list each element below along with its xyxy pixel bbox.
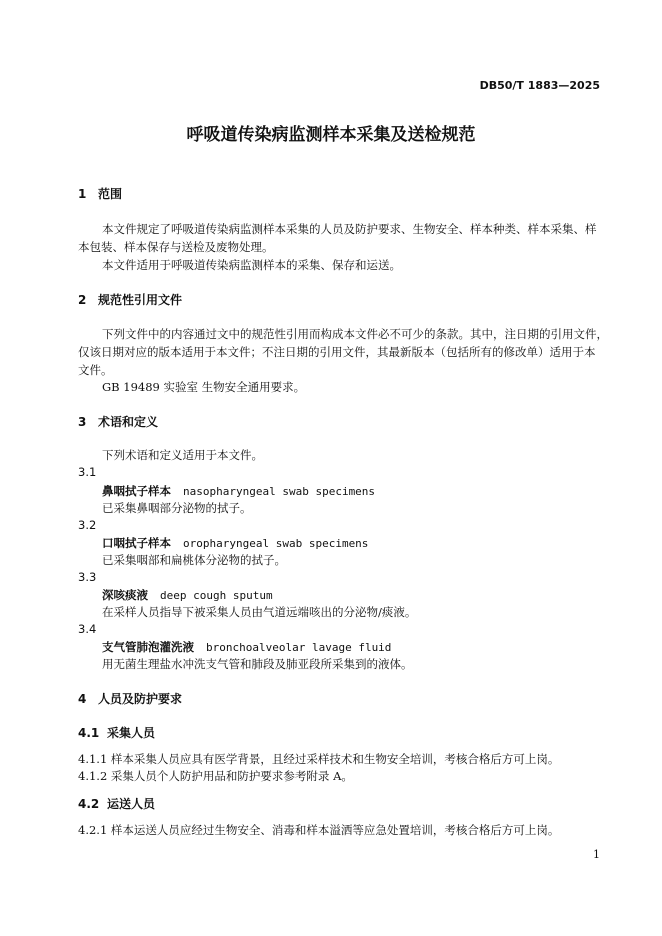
paragraph: 下列术语和定义适用于本文件。 <box>102 448 263 462</box>
clause-4-1-2: 4.1.2 采集人员个人防护用品和防护要求参考附录 A。 <box>78 769 353 783</box>
term-en: oropharyngeal swab specimens <box>183 537 369 550</box>
section-1-heading <box>78 185 122 202</box>
clause-4-2-1: 4.2.1 样本运送人员应经过生物安全、消毒和样本溢洒等应急处置培训，考核合格后方可上岗。 <box>78 823 560 837</box>
term-number: 3.1 <box>78 465 97 479</box>
clause-4-1-1: 4.1.1 样本采集人员应具有医学背景，且经过采样技术和生物安全培训，考核合格后方可上岗。 <box>78 752 560 766</box>
term-number: 3.2 <box>78 518 97 532</box>
term-entry <box>102 639 391 655</box>
subsection-title: 运送人员 <box>107 797 156 811</box>
term-definition: 已采集鼻咽部分泌物的拭子。 <box>102 501 252 515</box>
subsection-number: 4.2 <box>78 797 100 811</box>
term-definition: 已采集咽部和扁桃体分泌物的拭子。 <box>102 553 286 567</box>
paragraph: 本包装、样本保存与送检及废物处理。 <box>78 240 274 254</box>
paragraph: 本文件规定了呼吸道传染病监测样本采集的人员及防护要求、生物安全、样本种类、样本采集、样 <box>102 222 597 236</box>
term-en: nasopharyngeal swab specimens <box>183 485 376 498</box>
term-entry <box>102 587 273 603</box>
term-cn: 口咽拭子样本 <box>102 536 171 550</box>
section-number: 1 <box>78 187 87 201</box>
term-definition: 在采样人员指导下被采集人员由气道远端咳出的分泌物/痰液。 <box>102 605 417 619</box>
paragraph: 文件。 <box>78 363 113 377</box>
term-cn: 鼻咽拭子样本 <box>102 484 171 498</box>
term-en: deep cough sputum <box>160 589 273 602</box>
section-2-heading <box>78 291 182 308</box>
section-number: 2 <box>78 293 87 307</box>
reference-item: GB 19489 实验室 生物安全通用要求。 <box>102 380 306 394</box>
section-title: 术语和定义 <box>98 415 159 429</box>
section-title: 人员及防护要求 <box>98 692 183 706</box>
standard-code: DB50/T 1883—2025 <box>479 79 600 92</box>
page-number: 1 <box>593 848 600 861</box>
term-cn: 支气管肺泡灌洗液 <box>102 640 194 654</box>
subsection-4-1-heading <box>78 724 155 741</box>
section-3-heading <box>78 413 158 430</box>
term-en: bronchoalveolar lavage fluid <box>206 641 392 654</box>
term-number: 3.3 <box>78 570 97 584</box>
term-definition: 用无菌生理盐水冲洗支气管和肺段及肺亚段所采集到的液体。 <box>102 657 413 671</box>
section-4-heading <box>78 690 182 707</box>
subsection-title: 采集人员 <box>107 726 156 740</box>
term-entry <box>102 535 368 551</box>
paragraph: 下列文件中的内容通过文中的规范性引用而构成本文件必不可少的条款。其中，注日期的引用文件， <box>102 327 608 341</box>
document-title: 呼吸道传染病监测样本采集及送检规范 <box>186 125 476 145</box>
section-number: 4 <box>78 692 87 706</box>
section-number: 3 <box>78 415 87 429</box>
section-title: 范围 <box>98 187 123 201</box>
paragraph: 本文件适用于呼吸道传染病监测样本的采集、保存和运送。 <box>102 258 401 272</box>
paragraph: 仅该日期对应的版本适用于本文件；不注日期的引用文件，其最新版本（包括所有的修改单）适用于本 <box>78 345 596 359</box>
term-cn: 深咳痰液 <box>102 588 148 602</box>
subsection-4-2-heading <box>78 795 155 812</box>
term-number: 3.4 <box>78 622 97 636</box>
section-title: 规范性引用文件 <box>98 293 183 307</box>
subsection-number: 4.1 <box>78 726 100 740</box>
term-entry <box>102 483 375 499</box>
